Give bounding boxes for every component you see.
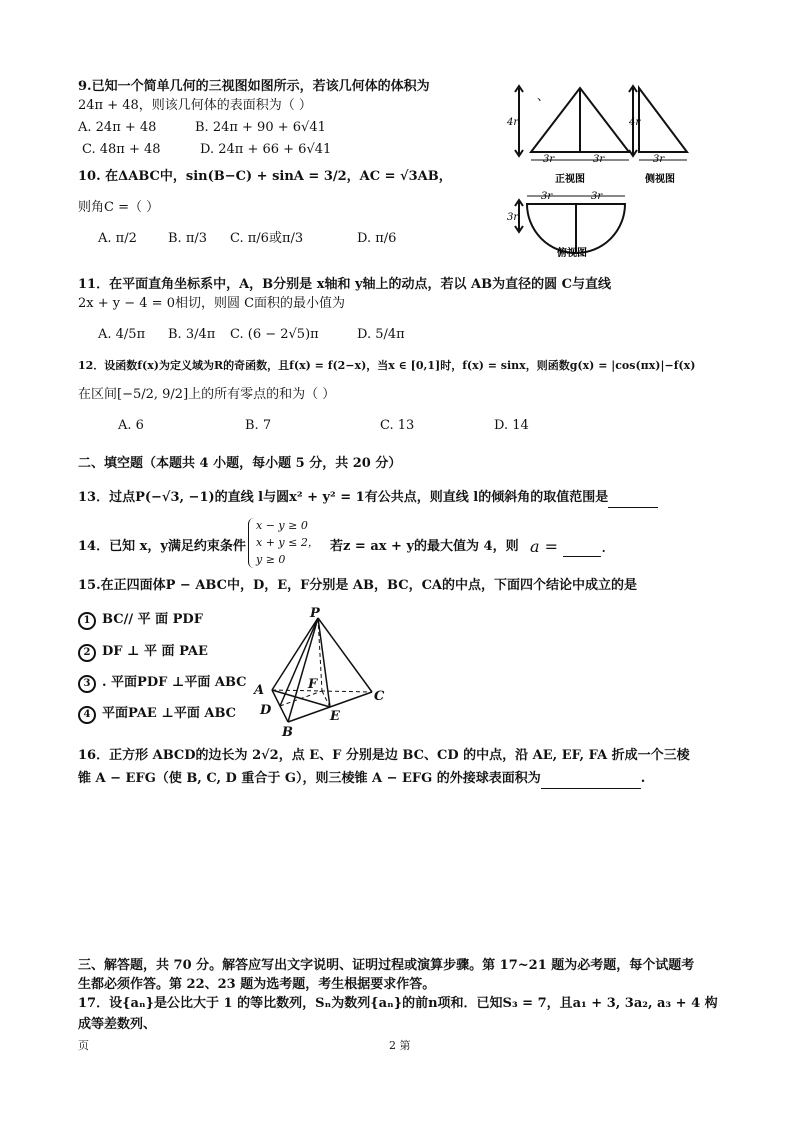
q13-text xyxy=(78,489,658,508)
q12-line1: 12．设函数f(x)为定义域为R的奇函数，且f(x) = f(2−x)，当x ∈ [0,1]时，f(x) = sinx，则函数g(x) = |cos(πx)|−f(x) xyxy=(78,359,696,372)
top-width-label-right: 3r xyxy=(591,191,603,202)
q10-line1: 10. 在ΔABC中，sin(B−C) + sinA = 3/2，AC = √3AB， xyxy=(78,169,452,184)
q12-option-b: B. 7 xyxy=(245,418,272,433)
q14-constraint-3: y ≥ 0 xyxy=(256,553,286,566)
top-view xyxy=(515,196,625,253)
q16-end: . xyxy=(640,771,646,786)
top-view-label: 俯视图 xyxy=(557,248,587,259)
front-view-label: 正视图 xyxy=(555,174,585,185)
q9-option-a: A. 24π + 48 xyxy=(78,120,157,135)
q13-body: 13．过点P(−√3, −1)的直线 l与圆x² + y² = 1有公共点，则直线 l的倾斜角的取值范围是 xyxy=(78,490,609,505)
label-c: C xyxy=(374,689,385,704)
q14-end: . xyxy=(601,537,607,556)
q12-option-c: C. 13 xyxy=(380,418,415,433)
label-e: E xyxy=(330,709,340,724)
footer-left: 页 xyxy=(78,1039,89,1052)
q14-post: 若z = ax + y的最大值为 4，则 xyxy=(330,539,519,554)
q14-constraint-1: x − y ≥ 0 xyxy=(256,519,308,532)
front-view xyxy=(515,86,629,160)
footer-page-number: 2 第 xyxy=(389,1039,411,1052)
q14-answer xyxy=(530,538,606,557)
q15-option-4 xyxy=(78,705,236,724)
q9-option-b: B. 24π + 90 + 6√41 xyxy=(195,120,326,135)
edge-pb xyxy=(288,618,318,722)
q11-line1: 11．在平面直角坐标系中，A，B分别是 x轴和 y轴上的动点，若以 AB为直径的圆 C与直线 xyxy=(78,277,611,292)
label-b: B xyxy=(282,725,293,740)
front-mark: 、 xyxy=(537,89,550,103)
front-width-label-left: 3r xyxy=(543,154,555,165)
q11-option-a: A. 4/5π xyxy=(98,327,146,342)
q9-line2: 24π + 48，则该几何体的表面积为（ ） xyxy=(78,98,312,113)
q16-line1: 16．正方形 ABCD的边长为 2√2，点 E、F 分别是边 BC、CD 的中点，沿 AE, EF, FA 折成一个三棱 xyxy=(78,748,690,763)
q17-line2: 成等差数列、 xyxy=(78,1017,157,1032)
q11-option-c: C. (6 − 2√5)π xyxy=(230,327,319,342)
q9-option-c: C. 48π + 48 xyxy=(82,142,161,157)
q14-answer-var: a = xyxy=(530,537,564,556)
q11-line2: 2x + y − 4 = 0相切，则圆 C面积的最小值为 xyxy=(78,296,346,311)
q12-option-a: A. 6 xyxy=(118,418,144,433)
three-view-figure xyxy=(505,80,705,260)
label-f: F xyxy=(308,677,318,692)
q15-num-4: 4 xyxy=(78,706,96,724)
q15-option-2-text: DF ⊥ 平 面 PAE xyxy=(102,644,208,659)
q13-blank xyxy=(608,489,658,508)
q16-line2 xyxy=(78,770,645,789)
q16-line2-text: 锥 A − EFG（使 B, C, D 重合于 G），则三棱锥 A − EFG 的外接球表面积为 xyxy=(78,771,541,786)
q15-option-3-text: . 平面PDF ⊥平面 ABC xyxy=(102,675,247,690)
label-d: D xyxy=(260,703,272,718)
q15-option-3 xyxy=(78,674,247,693)
q15-option-2 xyxy=(78,643,208,662)
q14-constraint-2: x + y ≤ 2， xyxy=(256,536,319,549)
side-width-label: 3r xyxy=(653,154,665,165)
q16-blank xyxy=(541,770,641,789)
q11-option-b: B. 3/4π xyxy=(168,327,216,342)
q12-line2: 在区间[−5/2, 9/2]上的所有零点的和为（ ） xyxy=(78,387,336,402)
q9-line1: 9.已知一个简单几何的三视图如图所示，若该几何体的体积为 xyxy=(78,79,430,94)
front-width-label-right: 3r xyxy=(593,154,605,165)
q12-option-d: D. 14 xyxy=(494,418,529,433)
section3-line1: 三、解答题，共 70 分。解答应写出文字说明、证明过程或演算步骤。第 17~21 题为必考题，每个试题考 xyxy=(78,958,695,973)
q10-option-a: A. π/2 xyxy=(98,231,137,246)
section3-line2: 生都必须作答。第 22、23 题为选考题，考生根据要求作答。 xyxy=(78,977,436,992)
q10-option-b: B. π/3 xyxy=(168,231,208,246)
q15-line1: 15.在正四面体P − ABC中，D，E，F分别是 AB，BC，CA的中点，下面四个结论中成立的是 xyxy=(78,578,638,593)
q15-option-4-text: 平面PAE ⊥平面 ABC xyxy=(102,706,237,721)
q15-num-2: 2 xyxy=(78,644,96,662)
tetrahedron-figure xyxy=(250,606,400,740)
front-height-label: 4r xyxy=(507,117,519,128)
q10-option-c: C. π/6或π/3 xyxy=(230,231,304,246)
top-width-label-left: 3r xyxy=(541,191,553,202)
q15-num-3: 3 xyxy=(78,675,96,693)
top-radius-label: 3r xyxy=(507,212,519,223)
q14-blank xyxy=(563,538,601,557)
side-view-label: 侧视图 xyxy=(645,174,675,185)
q17-line1: 17．设{aₙ}是公比大于 1 的等比数列，Sₙ为数列{aₙ}的前n项和．已知S₃ = 7，且a₁ + 3, 3a₂, a₃ + 4 构 xyxy=(78,996,718,1011)
label-p: P xyxy=(310,606,320,621)
q10-line2: 则角C =（ ） xyxy=(78,200,160,215)
q15-option-1-text: BC// 平 面 PDF xyxy=(102,612,203,627)
q10-option-d: D. π/6 xyxy=(357,231,397,246)
section2-heading: 二、填空题（本题共 4 小题，每小题 5 分，共 20 分） xyxy=(78,456,402,471)
q11-option-d: D. 5/4π xyxy=(357,327,405,342)
q15-option-1 xyxy=(78,611,203,630)
label-a: A xyxy=(254,683,265,698)
q15-num-1: 1 xyxy=(78,612,96,630)
q9-option-d: D. 24π + 66 + 6√41 xyxy=(200,142,332,157)
edge-pd xyxy=(280,618,318,706)
side-height-label: 4r xyxy=(629,117,641,128)
q14-pre: 14．已知 x，y满足约束条件 xyxy=(78,539,246,554)
